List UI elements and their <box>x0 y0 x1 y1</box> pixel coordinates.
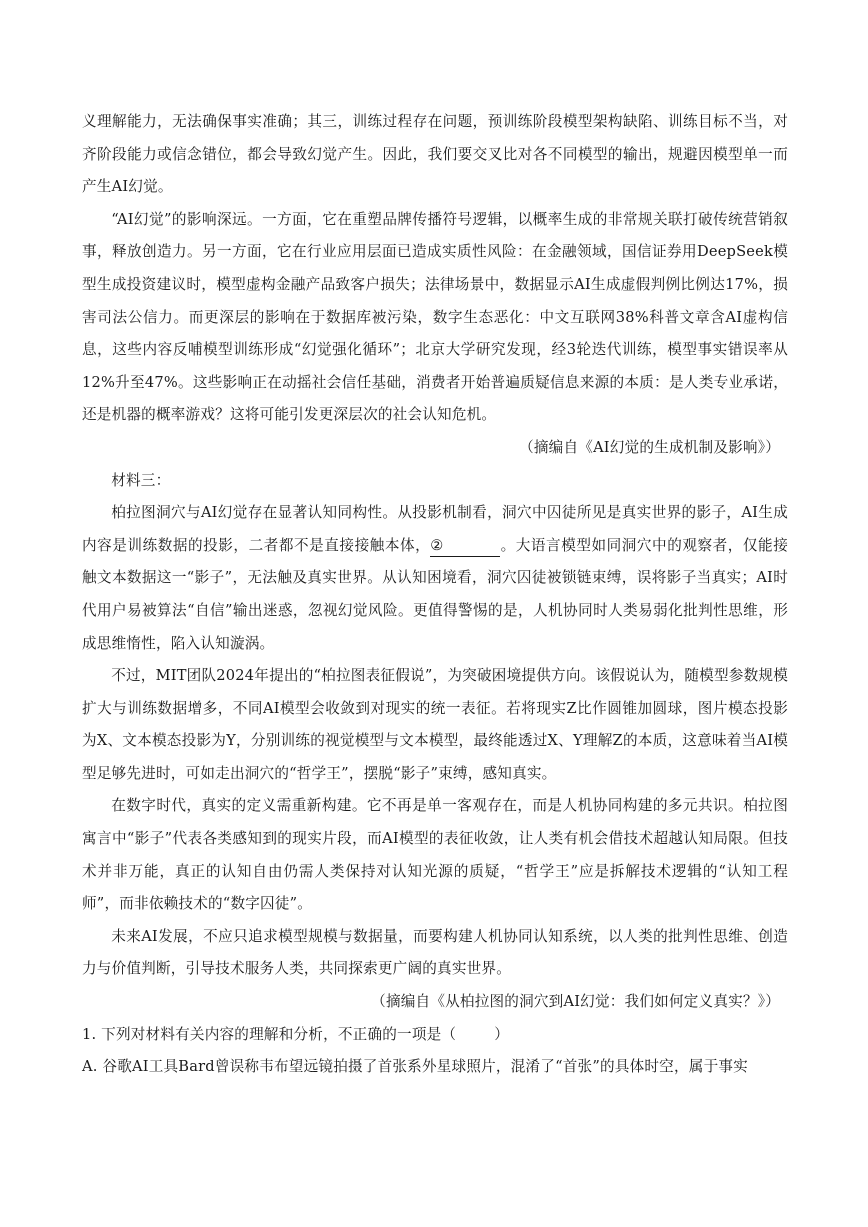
option-a: A. 谷歌AI工具Bard曾误称韦布望远镜拍摄了首张系外星球照片，混淆了“首张”的具体时空，属于事实 <box>82 1058 748 1076</box>
paragraph-continued: 义理解能力，无法确保事实准确；其三，训练过程存在问题，预训练阶段模型架构缺陷、训练目标不当，对齐阶段能力或信念错位，都会导致幻觉产生。因此，我们要交叉比对各不同模型的输出，规避因模型单一而产生AI幻觉。 <box>82 113 788 196</box>
question-1 <box>82 1019 788 1052</box>
source-citation-2: （摘编自《AI幻觉的生成机制及影响》） <box>519 438 780 456</box>
material-3-label: 材料三： <box>111 471 171 489</box>
document-body <box>82 106 788 1084</box>
paragraph-cave-before: 柏拉图洞穴与AI幻觉存在显著认知同构性。从投影机制看，洞穴中囚徒所见是真实世界的影子，AI生成内容是训练数据的投影，二者都不是直接接触本体， <box>82 504 788 554</box>
fill-in-blank-2: ② <box>430 536 500 557</box>
paragraph-mit: 不过，MIT团队2024年提出的“柏拉图表征假说”，为突破困境提供方向。该假说认为，随模型参数规模扩大与训练数据增多，不同AI模型会收敛到对现实的统一表征。若将现实Z比作圆锥加圆球，图片模态投影为X、文本模态投影为Y，分别训练的视觉模型与文本模型，最终能透过X、Y理解Z的本质，这意味着当AI模型足够先进时，可如走出洞穴的“哲学王”，摆脱“影子”束缚，感知真实。 <box>82 667 788 782</box>
paragraph-cave-after: 。大语言模型如同洞穴中的观察者，仅能接触文本数据这一“影子”，无法触及真实世界。从认知困境看，洞穴囚徒被锁链束缚，误将影子当真实；AI时代用户易被算法“自信”输出迷惑，忽视幻觉风险。更值得警惕的是，人机协同时人类易弱化批判性思维，形成思维惰性，陷入认知漩涡。 <box>82 536 788 652</box>
question-1-text: 1. 下列对材料有关内容的理解和分析，不正确的一项是（ <box>82 1025 457 1043</box>
paragraph-future: 未来AI发展，不应只追求模型规模与数据量，而要构建人机协同认知系统，以人类的批判性思维、创造力与价值判断，引导技术服务人类，共同探索更广阔的真实世界。 <box>82 927 788 978</box>
paragraph-impact: “AI幻觉”的影响深远。一方面，它在重塑品牌传播符号逻辑，以概率生成的非常规关联打破传统营销叙事，释放创造力。另一方面，它在行业应用层面已造成实质性风险：在金融领域，国信证券用DeepSeek模型生成投资建议时，模型虚构金融产品致客户损失；法律场景中，数据显示AI生成虚假判例比例达17%，损害司法公信力。而更深层的影响在于数据库被污染，数字生态恶化：中文互联网38%科普文章含AI虚构信息，这些内容反哺模型训练形成“幻觉强化循环”；北京大学研究发现，经3轮迭代训练，模型事实错误率从12%升至47%。这些影响正在动摇社会信任基础，消费者开始普遍质疑信息来源的本质：是人类专业承诺，还是机器的概率游戏？这将可能引发更深层次的社会认知危机。 <box>82 210 788 424</box>
paragraph-digital: 在数字时代，真实的定义需重新构建。它不再是单一客观存在，而是人机协同构建的多元共识。柏拉图寓言中“影子”代表各类感知到的现实片段，而AI模型的表征收敛，让人类有机会借技术超越认知局限。但技术并非万能，真正的认知自由仍需人类保持对认知光源的质疑，“哲学王”应是拆解技术逻辑的“认知工程师”，而非依赖技术的“数字囚徒”。 <box>82 797 788 913</box>
paragraph-cave <box>82 497 788 660</box>
question-1-close: ） <box>494 1025 510 1043</box>
source-citation-3: （摘编自《从柏拉图的洞穴到AI幻觉：我们如何定义真实？》） <box>371 993 780 1011</box>
